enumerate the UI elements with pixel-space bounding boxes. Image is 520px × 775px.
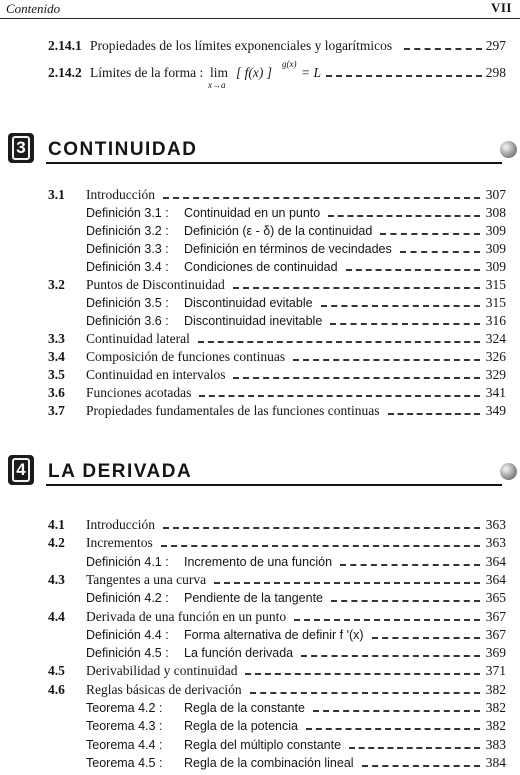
dot-leader [380,233,480,235]
chapter-number-badge: 4 [8,455,34,485]
entry-page: 349 [485,403,506,418]
dot-leader [400,251,480,253]
dot-leader [306,728,480,730]
toc-entry[interactable] [0,737,520,755]
entry-number: 4.3 [48,571,65,587]
entry-title: Tangentes a una curva [86,571,207,587]
entry-number: 4.4 [48,608,65,624]
running-head [0,0,520,19]
entry-number: 3.3 [48,331,65,346]
chapter-title: LA DERIVADA [48,461,193,482]
chapter-heading[interactable] [0,133,520,165]
dot-leader [349,747,480,749]
chapter-rule [46,162,502,164]
dot-leader [161,545,480,547]
entry-number: 3.6 [48,385,65,400]
entry-page: 364 [485,571,506,587]
entry-subheading: Definición 4.5 : [86,646,169,661]
dot-leader [340,564,480,566]
page-number: VII [490,0,512,15]
formula-exponent: g(x) [282,59,297,69]
entry-title: Derivabilidad y continuidad [86,663,238,679]
entry-page: 315 [485,295,506,310]
dot-leader [362,765,480,767]
entry-page: 382 [485,718,506,734]
toc-entry[interactable] [0,645,520,663]
entry-page: 309 [485,223,506,238]
entry-number: 3.1 [48,187,65,202]
dot-leader [294,619,480,621]
entry-page: 315 [485,277,506,292]
entry-subheading: Definición 3.1 : [86,206,169,220]
entry-subheading: Teorema 4.4 : [86,737,163,752]
entry-page: 341 [485,385,506,400]
entry-title: Discontinuidad evitable [184,296,313,310]
entry-title: Propiedades fundamentales de las funciones continuas [86,403,380,418]
entry-number: 2.14.2 [48,65,82,80]
entry-page: 298 [485,65,506,80]
dot-leader [250,692,480,694]
dot-leader [214,582,480,584]
entry-title: Introducción [86,187,155,202]
toc-entry[interactable] [0,349,520,367]
entry-page: 316 [485,313,506,328]
entry-title: Pendiente de la tangente [184,591,324,606]
entry-title: Regla del múltiplo constante [184,737,342,752]
toc-entry[interactable] [0,259,520,277]
entry-title: Regla de la constante [184,701,305,715]
entry-page: 384 [485,754,506,770]
entry-page: 329 [485,367,506,382]
entry-title: Regla de la combinación lineal [184,755,354,770]
entry-page: 382 [485,681,506,697]
toc-entry[interactable] [0,367,520,385]
entry-page: 382 [485,700,506,715]
toc-entry[interactable] [0,295,520,313]
entry-title: Discontinuidad inevitable [184,314,323,328]
sphere-icon [500,463,517,480]
entry-subheading: Definición 4.4 : [86,627,169,642]
entry-title: Composición de funciones continuas [86,349,286,364]
dot-leader [346,269,480,271]
entry-title: Definición en términos de vecindades [184,242,392,256]
dot-leader [163,197,480,199]
dot-leader [321,305,480,307]
toc-entry[interactable] [0,241,520,259]
entry-subheading: Definición 3.5 : [86,296,169,310]
entry-page: 365 [485,590,506,606]
entry-page: 326 [485,349,506,364]
entry-number: 3.5 [48,367,65,382]
entry-subheading: Teorema 4.3 : [86,719,163,734]
dot-leader [326,75,482,77]
entry-number: 3.7 [48,403,65,418]
toc-entry[interactable] [0,590,520,608]
entry-title: Forma alternativa de definir f '(x) [184,627,364,642]
entry-subheading: Definición 3.6 : [86,314,169,328]
entry-title: Continuidad en un punto [184,206,321,220]
toc-entry[interactable] [0,700,520,718]
entry-page: 297 [485,38,506,53]
toc-entry[interactable] [0,59,520,91]
entry-page: 309 [485,259,506,274]
chapter-rule [46,484,502,486]
formula-tail: = L [301,65,321,80]
entry-title: Incrementos [86,535,153,551]
entry-page: 383 [485,736,506,752]
dot-leader [198,341,480,343]
toc-entry[interactable] [0,627,520,645]
entry-title: La función derivada [184,646,294,661]
entry-number: 4.6 [48,681,65,697]
entry-page: 367 [485,626,506,642]
dot-leader [245,673,480,675]
entry-number: 4.5 [48,663,65,679]
entry-subheading: Definición 3.2 : [86,224,169,238]
toc-entry[interactable] [0,277,520,295]
toc-entry[interactable] [0,663,520,681]
dot-leader [313,710,480,712]
entry-title: Definición (ε - δ) de la continuidad [184,224,373,238]
entry-title: Regla de la potencia [184,719,298,734]
entry-page: 308 [485,205,506,220]
entry-page: 307 [485,187,506,202]
entry-number: 4.2 [48,535,65,551]
entry-title: Reglas básicas de derivación [86,681,242,697]
chapter-number-badge: 3 [8,133,34,163]
toc-entry[interactable] [0,517,520,535]
entry-title: Propiedades de los límites exponenciales y logarítmicos [90,38,393,53]
entry-subheading: Teorema 4.5 : [86,755,163,770]
entry-page: 363 [485,535,506,551]
entry-number: 3.2 [48,277,65,292]
dot-leader [293,359,480,361]
entry-title: Derivada de una función en un punto [86,608,287,624]
entry-number: 2.14.1 [48,38,82,53]
entry-title: Continuidad en intervalos [86,367,226,382]
entry-page: 364 [485,553,506,569]
toc-entry[interactable] [0,313,520,331]
toc-entry[interactable] [0,755,520,773]
entry-subheading: Definición 3.3 : [86,242,169,256]
dot-leader [404,48,482,50]
entry-title: Introducción [86,517,155,532]
toc-entry[interactable] [0,554,520,572]
entry-subheading: Teorema 4.2 : [86,701,163,715]
entry-subheading: Definición 4.2 : [86,591,169,606]
dot-leader [233,287,480,289]
entry-title: Incremento de una función [184,554,333,569]
entry-title: Condiciones de continuidad [184,260,338,274]
entry-page: 371 [485,663,506,679]
entry-number: 4.1 [48,517,65,532]
dot-leader [330,323,480,325]
toc-entry[interactable] [0,38,520,56]
entry-page: 324 [485,331,506,346]
toc-entry[interactable] [0,385,520,403]
dot-leader [199,395,480,397]
entry-number: 3.4 [48,349,65,364]
toc-entry[interactable] [0,609,520,627]
dot-leader [372,637,480,639]
formula-lim: lim [210,65,229,80]
entry-title: Continuidad lateral [86,331,190,346]
toc-entry[interactable] [0,535,520,553]
entry-subheading: Definición 4.1 : [86,554,169,569]
entry-title: Puntos de Discontinuidad [86,277,225,292]
formula-body: [ f(x) ] [236,65,272,80]
chapter-heading[interactable] [0,455,520,487]
toc-entry[interactable] [0,403,520,421]
toc-entry[interactable] [0,718,520,736]
entry-title: Límites de la forma : [90,65,204,80]
sphere-icon [500,141,517,158]
entry-title: Funciones acotadas [86,385,192,400]
entry-page: 363 [485,517,506,532]
toc-entry[interactable] [0,572,520,590]
toc-entry[interactable] [0,682,520,700]
formula-limit-subscript: x→a [208,80,226,90]
toc-entry[interactable] [0,187,520,205]
dot-leader [233,377,480,379]
dot-leader [301,655,480,657]
dot-leader [328,215,480,217]
entry-subheading: Definición 3.4 : [86,260,169,274]
toc-entry[interactable] [0,223,520,241]
entry-page: 309 [485,241,506,256]
entry-page: 367 [485,608,506,624]
dot-leader [163,527,480,529]
chapter-title: CONTINUIDAD [48,139,198,160]
toc-entry[interactable] [0,331,520,349]
section-name: Contenido [6,1,61,16]
toc-entry[interactable] [0,205,520,223]
dot-leader [331,600,480,602]
entry-page: 369 [485,645,506,661]
dot-leader [388,413,480,415]
